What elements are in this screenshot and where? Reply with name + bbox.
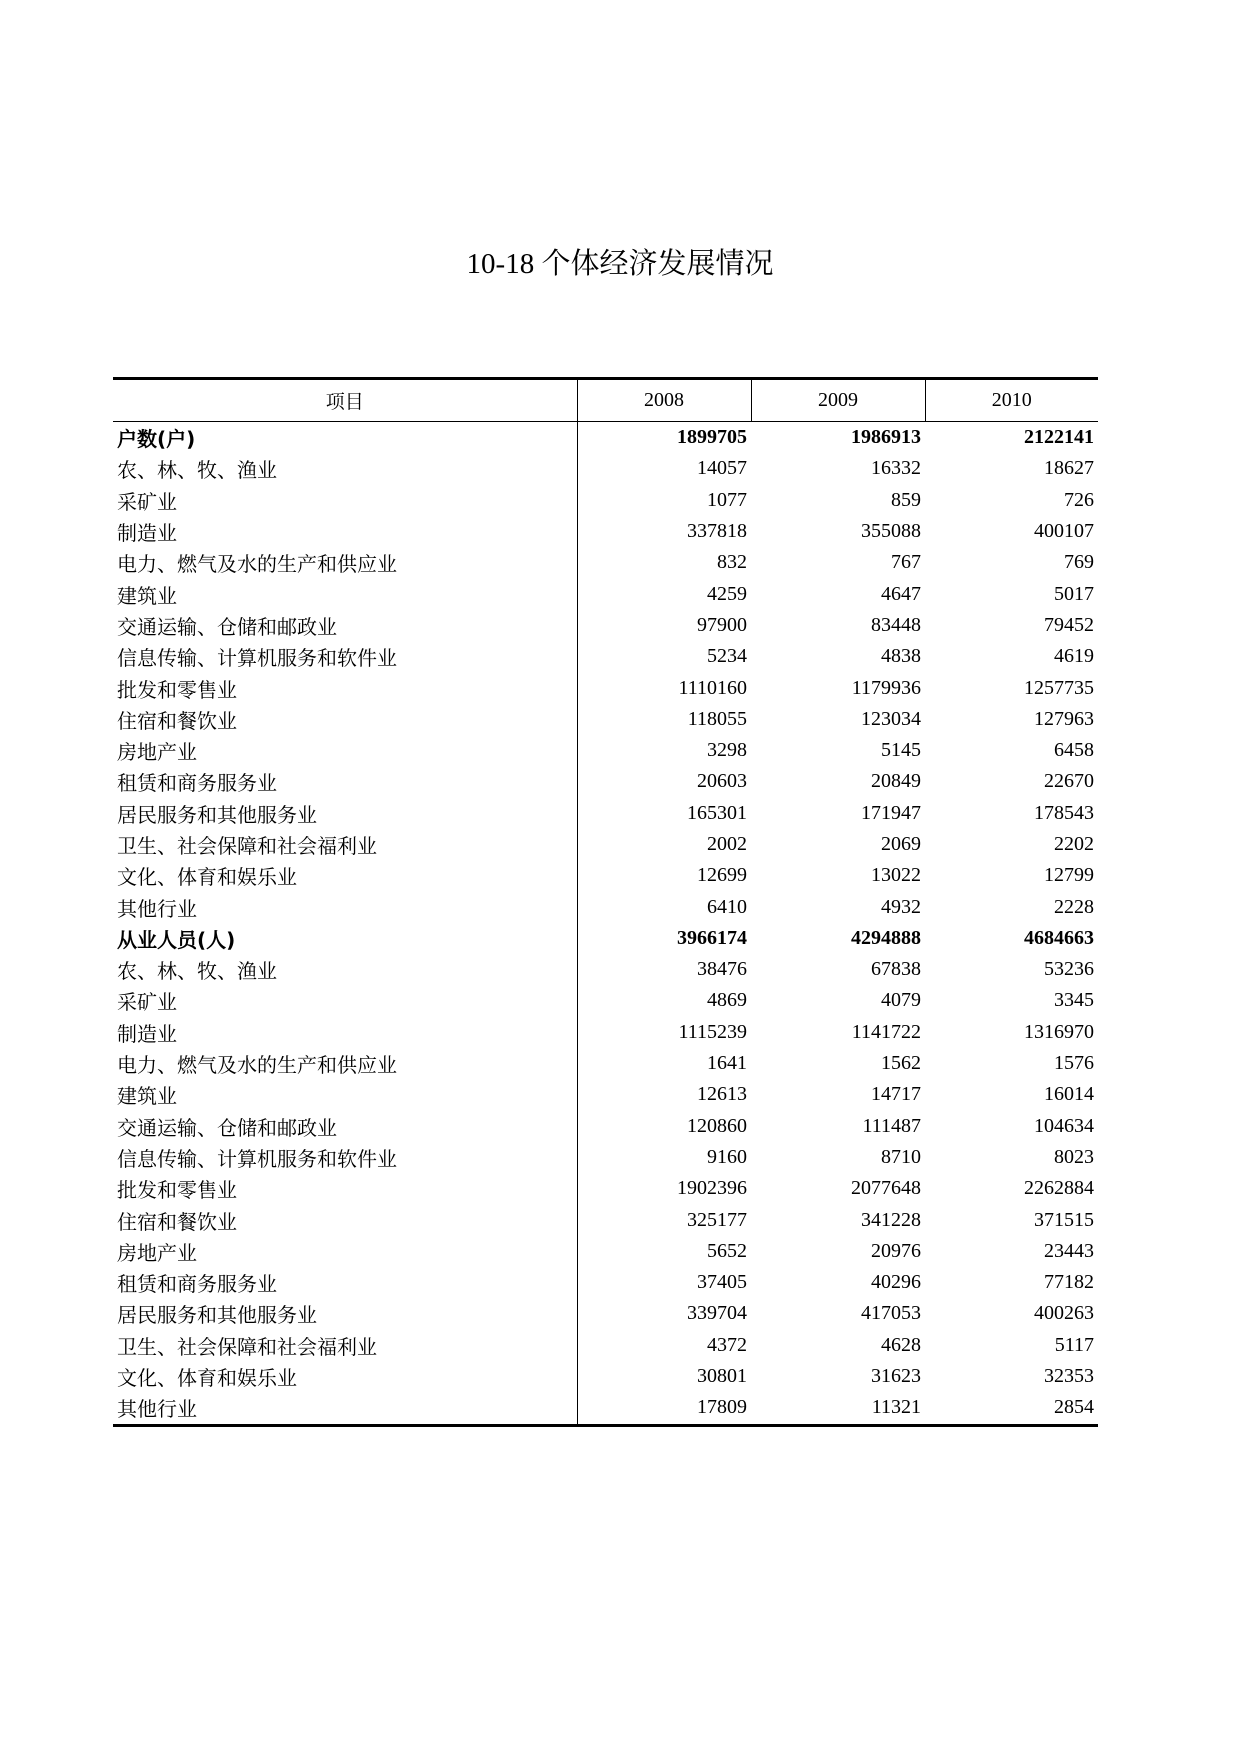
table-row: [113, 1236, 1098, 1267]
cell-value-2010: 400263: [1034, 1302, 1094, 1325]
cell-value-2009: 171947: [861, 801, 921, 824]
cell-value-2010: 18627: [1044, 457, 1094, 480]
row-label: 租赁和商务服务业: [113, 1267, 577, 1298]
cell-value-2008: 3966174: [677, 926, 747, 949]
row-label: 其他行业: [113, 891, 577, 922]
cell-value-2008: 4259: [707, 582, 747, 605]
cell-value-2009: 1141722: [851, 1020, 921, 1043]
row-label: 建筑业: [113, 578, 577, 609]
row-label: 采矿业: [113, 485, 577, 516]
table-row: [113, 1017, 1098, 1048]
table-row: [113, 1392, 1098, 1425]
column-header-2008: 2008: [577, 379, 751, 422]
row-label: 其他行业: [113, 1392, 577, 1425]
table-row: [113, 1330, 1098, 1361]
cell-value-2008: 5234: [707, 645, 747, 668]
row-label: 居民服务和其他服务业: [113, 798, 577, 829]
cell-value-2008: 1641: [707, 1052, 747, 1075]
table-row: [113, 798, 1098, 829]
cell-value-2010: 53236: [1044, 958, 1094, 981]
cell-value-2008: 6410: [707, 895, 747, 918]
row-label: 户数(户): [113, 422, 577, 454]
cell-value-2010: 2262884: [1024, 1177, 1094, 1200]
cell-value-2010: 104634: [1034, 1114, 1094, 1137]
cell-value-2009: 4294888: [851, 926, 921, 949]
cell-value-2009: 123034: [861, 707, 921, 730]
cell-value-2010: 2202: [1054, 833, 1094, 855]
cell-value-2009: 83448: [871, 613, 921, 636]
row-label: 卫生、社会保障和社会福利业: [113, 829, 577, 860]
row-label: 采矿业: [113, 985, 577, 1016]
cell-value-2008: 30801: [697, 1365, 747, 1388]
row-label: 居民服务和其他服务业: [113, 1298, 577, 1329]
row-label: 批发和零售业: [113, 672, 577, 703]
cell-value-2009: 2077648: [851, 1177, 921, 1200]
cell-value-2010: 1257735: [1024, 676, 1094, 699]
cell-value-2009: 5145: [881, 739, 921, 762]
cell-value-2009: 8710: [881, 1145, 921, 1168]
cell-value-2009: 859: [891, 488, 921, 511]
cell-value-2010: 23443: [1044, 1239, 1094, 1262]
column-header-2010: 2010: [925, 379, 1098, 422]
cell-value-2010: 4619: [1054, 645, 1094, 668]
table-summary-row: [113, 422, 1098, 454]
table-row: [113, 1142, 1098, 1173]
row-label: 信息传输、计算机服务和软件业: [113, 641, 577, 672]
cell-value-2010: 5117: [1054, 1333, 1094, 1356]
cell-value-2009: 2069: [881, 833, 921, 855]
cell-value-2008: 37405: [697, 1271, 747, 1294]
cell-value-2010: 12799: [1044, 864, 1094, 887]
row-label: 农、林、牧、渔业: [113, 954, 577, 985]
cell-value-2008: 5652: [707, 1239, 747, 1262]
cell-value-2009: 111487: [862, 1114, 921, 1137]
row-label: 批发和零售业: [113, 1173, 577, 1204]
cell-value-2010: 400107: [1034, 520, 1094, 543]
table-row: [113, 860, 1098, 891]
cell-value-2010: 3345: [1054, 989, 1094, 1012]
cell-value-2008: 38476: [697, 958, 747, 981]
cell-value-2010: 769: [1064, 551, 1094, 574]
table-row: [113, 1111, 1098, 1142]
cell-value-2010: 2854: [925, 1392, 1098, 1425]
cell-value-2008: 2002: [707, 833, 747, 855]
cell-value-2010: 178543: [1034, 801, 1094, 824]
cell-value-2010: 2122141: [1024, 426, 1094, 449]
cell-value-2010: 5017: [1054, 582, 1094, 605]
cell-value-2008: 4372: [707, 1333, 747, 1356]
cell-value-2009: 67838: [871, 958, 921, 981]
table-row: [113, 610, 1098, 641]
cell-value-2008: 17809: [577, 1392, 751, 1425]
cell-value-2010: 1316970: [1024, 1020, 1094, 1043]
table-row: [113, 578, 1098, 609]
table-row: [113, 704, 1098, 735]
row-label: 从业人员(人): [113, 923, 577, 954]
cell-value-2010: 16014: [1044, 1083, 1094, 1106]
table-row: [113, 1298, 1098, 1329]
table-body: [113, 422, 1098, 1426]
table-row: [113, 485, 1098, 516]
cell-value-2008: 1077: [707, 488, 747, 511]
row-label: 文化、体育和娱乐业: [113, 860, 577, 891]
table-row: [113, 453, 1098, 484]
cell-value-2008: 165301: [687, 801, 747, 824]
cell-value-2009: 1562: [881, 1052, 921, 1075]
table-row: [113, 829, 1098, 860]
table-header-row: [113, 379, 1098, 422]
cell-value-2010: 22670: [1044, 770, 1094, 793]
row-label: 交通运输、仓储和邮政业: [113, 1111, 577, 1142]
cell-value-2010: 79452: [1044, 613, 1094, 636]
table-row: [113, 1079, 1098, 1110]
cell-value-2010: 127963: [1034, 707, 1094, 730]
row-label: 房地产业: [113, 1236, 577, 1267]
table-row: [113, 1173, 1098, 1204]
row-label: 交通运输、仓储和邮政业: [113, 610, 577, 641]
row-label: 住宿和餐饮业: [113, 1204, 577, 1235]
row-label: 农、林、牧、渔业: [113, 453, 577, 484]
row-label: 房地产业: [113, 735, 577, 766]
row-label: 电力、燃气及水的生产和供应业: [113, 547, 577, 578]
table-row: [113, 1361, 1098, 1392]
cell-value-2008: 4869: [707, 989, 747, 1012]
row-label: 信息传输、计算机服务和软件业: [113, 1142, 577, 1173]
row-label: 制造业: [113, 1017, 577, 1048]
table-row: [113, 954, 1098, 985]
cell-value-2008: 97900: [697, 613, 747, 636]
cell-value-2009: 4838: [881, 645, 921, 668]
cell-value-2008: 118055: [687, 707, 747, 730]
cell-value-2009: 13022: [871, 864, 921, 887]
cell-value-2009: 20976: [871, 1239, 921, 1262]
cell-value-2009: 4647: [881, 582, 921, 605]
table-summary-row: [113, 923, 1098, 954]
cell-value-2010: 726: [1064, 488, 1094, 511]
cell-value-2009: 4932: [881, 895, 921, 918]
cell-value-2008: 9160: [707, 1145, 747, 1168]
cell-value-2009: 1986913: [851, 426, 921, 449]
column-header-2009: 2009: [751, 379, 925, 422]
cell-value-2008: 12699: [697, 864, 747, 887]
cell-value-2010: 77182: [1044, 1271, 1094, 1294]
cell-value-2008: 1902396: [677, 1177, 747, 1200]
statistics-table: [113, 377, 1098, 1427]
column-header-item: 项目: [113, 379, 577, 422]
cell-value-2010: 8023: [1054, 1145, 1094, 1168]
row-label: 电力、燃气及水的生产和供应业: [113, 1048, 577, 1079]
cell-value-2009: 4079: [881, 989, 921, 1012]
cell-value-2008: 120860: [687, 1114, 747, 1137]
cell-value-2009: 31623: [871, 1365, 921, 1388]
row-label: 文化、体育和娱乐业: [113, 1361, 577, 1392]
cell-value-2009: 355088: [861, 520, 921, 543]
cell-value-2009: 417053: [861, 1302, 921, 1325]
cell-value-2010: 2228: [1054, 895, 1094, 918]
row-label: 建筑业: [113, 1079, 577, 1110]
cell-value-2009: 341228: [861, 1208, 921, 1231]
cell-value-2009: 20849: [871, 770, 921, 793]
table-row: [113, 1048, 1098, 1079]
table-row: [113, 1267, 1098, 1298]
row-label: 卫生、社会保障和社会福利业: [113, 1330, 577, 1361]
cell-value-2009: 1179936: [851, 676, 921, 699]
cell-value-2009: 4628: [881, 1333, 921, 1356]
table-row: [113, 985, 1098, 1016]
row-label: 住宿和餐饮业: [113, 704, 577, 735]
row-label: 制造业: [113, 516, 577, 547]
cell-value-2008: 14057: [697, 457, 747, 480]
cell-value-2009: 767: [891, 551, 921, 574]
table-row: [113, 641, 1098, 672]
cell-value-2010: 6458: [1054, 739, 1094, 762]
page-title: 10-18 个体经济发展情况: [466, 248, 774, 280]
cell-value-2008: 20603: [697, 770, 747, 793]
cell-value-2008: 339704: [687, 1302, 747, 1325]
cell-value-2009: 11321: [751, 1392, 925, 1425]
cell-value-2010: 1576: [1054, 1052, 1094, 1075]
cell-value-2008: 1899705: [677, 426, 747, 449]
cell-value-2010: 371515: [1034, 1208, 1094, 1231]
cell-value-2008: 1115239: [678, 1020, 747, 1043]
table-row: [113, 672, 1098, 703]
cell-value-2008: 3298: [707, 739, 747, 762]
cell-value-2010: 32353: [1044, 1365, 1094, 1388]
cell-value-2008: 337818: [687, 520, 747, 543]
cell-value-2008: 325177: [687, 1208, 747, 1231]
table-row: [113, 547, 1098, 578]
table-row: [113, 735, 1098, 766]
cell-value-2009: 16332: [871, 457, 921, 480]
cell-value-2009: 14717: [871, 1083, 921, 1106]
row-label: 租赁和商务服务业: [113, 766, 577, 797]
table-row: [113, 516, 1098, 547]
table-row: [113, 891, 1098, 922]
table-row: [113, 1204, 1098, 1235]
table-row: [113, 766, 1098, 797]
cell-value-2009: 40296: [871, 1271, 921, 1294]
cell-value-2008: 832: [717, 551, 747, 574]
cell-value-2010: 4684663: [1024, 926, 1094, 949]
cell-value-2008: 12613: [697, 1083, 747, 1106]
cell-value-2008: 1110160: [678, 676, 747, 699]
